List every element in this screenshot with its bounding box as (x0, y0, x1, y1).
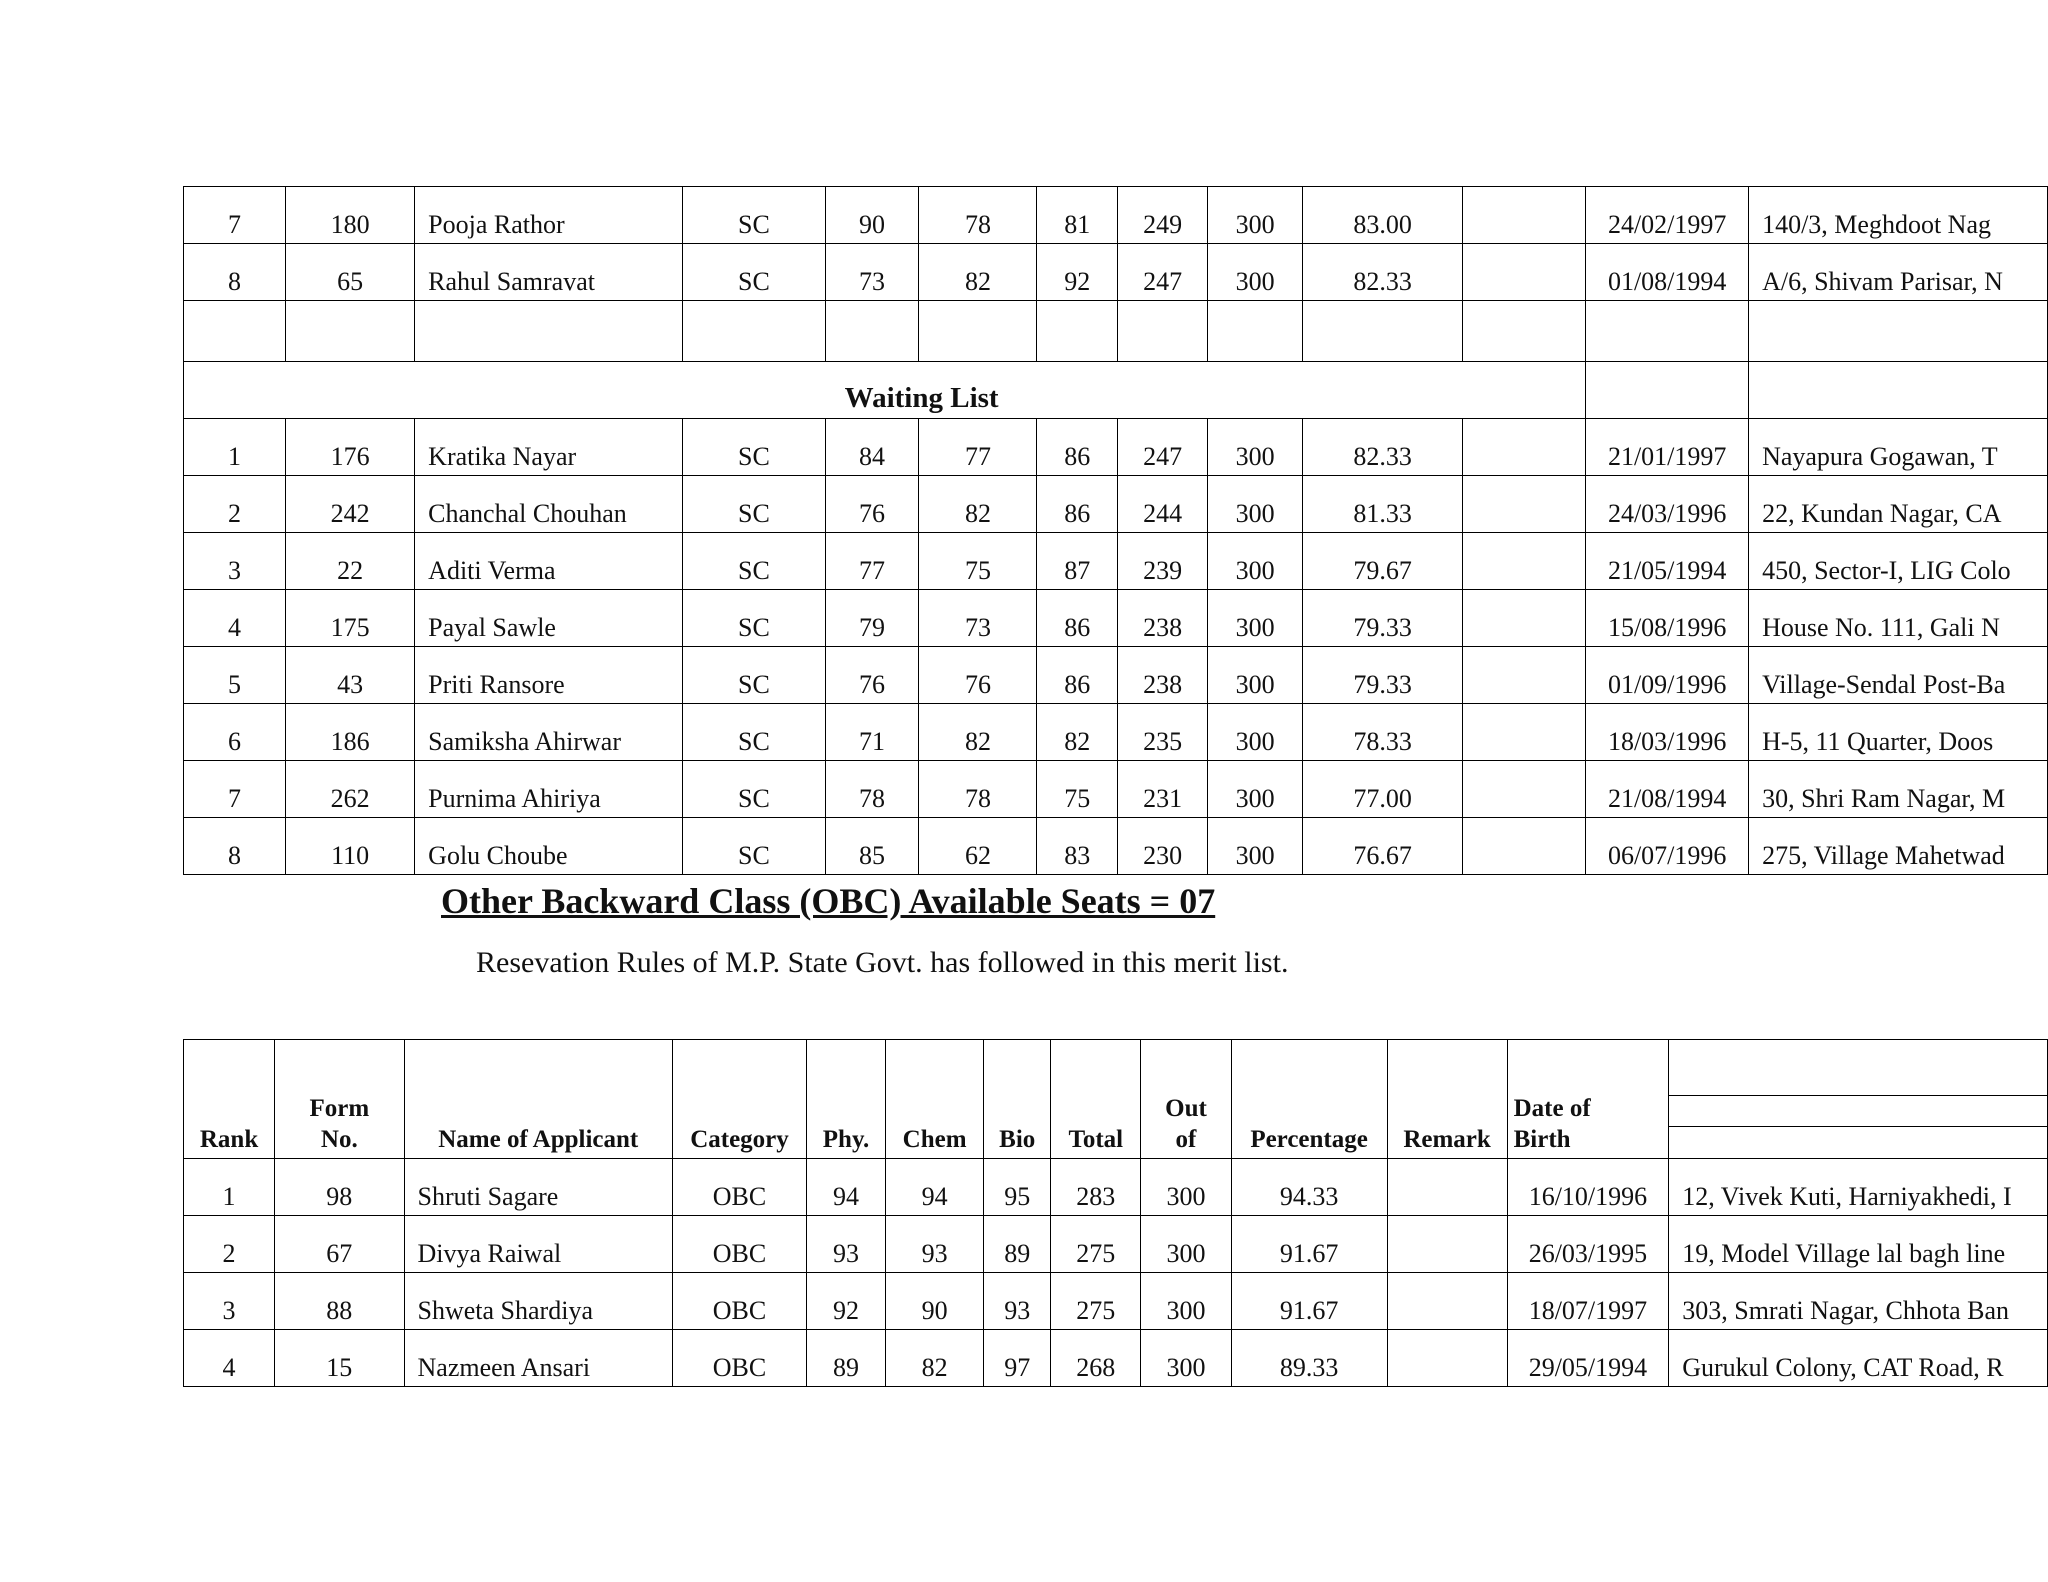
cell-addr: 12, Vivek Kuti, Harniyakhedi, I (1669, 1159, 2048, 1216)
cell-bio: 86 (1037, 590, 1117, 647)
cell-phy: 71 (825, 704, 919, 761)
table-row (184, 533, 2048, 590)
cell-dob: 06/07/1996 (1586, 818, 1749, 875)
reservation-note: Resevation Rules of M.P. State Govt. has followed in this merit list. (476, 946, 1289, 979)
cell-cat: SC (683, 419, 825, 476)
cell-rank: 3 (184, 533, 286, 590)
cell-out: 300 (1141, 1216, 1231, 1273)
cell-out: 300 (1141, 1273, 1231, 1330)
cell-dob: 21/05/1994 (1586, 533, 1749, 590)
cell-addr: A/6, Shivam Parisar, N (1749, 244, 2048, 301)
cell-phy: 77 (825, 533, 919, 590)
header-name: Name of Applicant (404, 1040, 672, 1159)
cell-cat: SC (683, 476, 825, 533)
cell-total: 275 (1051, 1273, 1141, 1330)
cell-bio: 97 (984, 1330, 1051, 1387)
cell-name: Priti Ransore (415, 647, 683, 704)
cell-out: 300 (1141, 1159, 1231, 1216)
cell-form: 67 (275, 1216, 404, 1273)
cell-remark (1463, 533, 1586, 590)
cell-cat: SC (683, 590, 825, 647)
table-row (184, 590, 2048, 647)
cell-out: 300 (1208, 533, 1302, 590)
cell-phy: 89 (806, 1330, 885, 1387)
waiting-list-heading: Waiting List (184, 362, 1586, 419)
cell-bio: 82 (1037, 704, 1117, 761)
sc-merit-table (183, 186, 2048, 875)
cell-pct: 82.33 (1302, 419, 1463, 476)
cell-total: 230 (1117, 818, 1208, 875)
cell-bio: 86 (1037, 419, 1117, 476)
cell-form: 175 (286, 590, 415, 647)
cell-remark (1463, 704, 1586, 761)
cell-name: Samiksha Ahirwar (415, 704, 683, 761)
cell-name: Kratika Nayar (415, 419, 683, 476)
cell-rank: 8 (184, 818, 286, 875)
cell-total: 283 (1051, 1159, 1141, 1216)
empty-cell (919, 301, 1037, 362)
empty-cell (825, 301, 919, 362)
cell-remark (1387, 1273, 1507, 1330)
cell-phy: 73 (825, 244, 919, 301)
empty-cell (1302, 301, 1463, 362)
cell-rank: 6 (184, 704, 286, 761)
cell-name: Shweta Shardiya (404, 1273, 672, 1330)
cell-total: 275 (1051, 1216, 1141, 1273)
cell-out: 300 (1141, 1330, 1231, 1387)
empty-cell (1586, 362, 1749, 419)
header-form-no: Form No. (275, 1040, 404, 1159)
cell-chem: 93 (886, 1216, 984, 1273)
table-row (184, 476, 2048, 533)
obc-table-body (184, 1159, 2048, 1387)
cell-rank: 2 (184, 1216, 275, 1273)
cell-out: 300 (1208, 761, 1302, 818)
cell-form: 98 (275, 1159, 404, 1216)
cell-total: 247 (1117, 419, 1208, 476)
obc-section-title: Other Backward Class (OBC) Available Seats = 07 (441, 881, 1216, 921)
cell-cat: SC (683, 761, 825, 818)
cell-remark (1463, 647, 1586, 704)
cell-phy: 76 (825, 476, 919, 533)
empty-cell (286, 301, 415, 362)
cell-out: 300 (1208, 590, 1302, 647)
empty-cell (683, 301, 825, 362)
cell-chem: 76 (919, 647, 1037, 704)
cell-total: 244 (1117, 476, 1208, 533)
cell-bio: 86 (1037, 476, 1117, 533)
header-dob: Date of Birth (1507, 1040, 1669, 1159)
cell-cat: SC (683, 647, 825, 704)
cell-cat: OBC (673, 1330, 807, 1387)
cell-dob: 15/08/1996 (1586, 590, 1749, 647)
cell-chem: 82 (886, 1330, 984, 1387)
cell-phy: 79 (825, 590, 919, 647)
cell-out: 300 (1208, 647, 1302, 704)
cell-addr: 303, Smrati Nagar, Chhota Ban (1669, 1273, 2048, 1330)
empty-cell (1037, 301, 1117, 362)
cell-phy: 90 (825, 187, 919, 244)
cell-total: 268 (1051, 1330, 1141, 1387)
header-phy: Phy. (806, 1040, 885, 1159)
obc-header-row (184, 1040, 2048, 1159)
cell-remark (1463, 419, 1586, 476)
cell-total: 235 (1117, 704, 1208, 761)
cell-chem: 90 (886, 1273, 984, 1330)
cell-name: Payal Sawle (415, 590, 683, 647)
cell-chem: 82 (919, 476, 1037, 533)
cell-chem: 73 (919, 590, 1037, 647)
header-divider (1669, 1095, 2047, 1096)
header-chem: Chem (886, 1040, 984, 1159)
cell-cat: SC (683, 818, 825, 875)
cell-remark (1463, 761, 1586, 818)
cell-addr: 450, Sector-I, LIG Colo (1749, 533, 2048, 590)
cell-dob: 24/02/1997 (1586, 187, 1749, 244)
cell-addr: H-5, 11 Quarter, Doos (1749, 704, 2048, 761)
empty-cell (1463, 301, 1586, 362)
cell-rank: 2 (184, 476, 286, 533)
cell-bio: 75 (1037, 761, 1117, 818)
cell-chem: 77 (919, 419, 1037, 476)
cell-dob: 24/03/1996 (1586, 476, 1749, 533)
cell-cat: SC (683, 244, 825, 301)
empty-cell (184, 301, 286, 362)
cell-name: Rahul Samravat (415, 244, 683, 301)
cell-total: 231 (1117, 761, 1208, 818)
cell-remark (1463, 590, 1586, 647)
cell-pct: 89.33 (1231, 1330, 1387, 1387)
cell-remark (1387, 1216, 1507, 1273)
cell-addr: Village-Sendal Post-Ba (1749, 647, 2048, 704)
header-address-split (1669, 1040, 2048, 1159)
table-row (184, 244, 2048, 301)
cell-chem: 78 (919, 761, 1037, 818)
waiting-list-row (184, 362, 2048, 419)
cell-dob: 01/08/1994 (1586, 244, 1749, 301)
cell-bio: 87 (1037, 533, 1117, 590)
cell-form: 180 (286, 187, 415, 244)
cell-chem: 75 (919, 533, 1037, 590)
cell-name: Nazmeen Ansari (404, 1330, 672, 1387)
empty-cell (415, 301, 683, 362)
cell-addr: House No. 111, Gali N (1749, 590, 2048, 647)
cell-rank: 1 (184, 1159, 275, 1216)
cell-form: 110 (286, 818, 415, 875)
table-row (184, 1273, 2048, 1330)
header-out-of: Out of (1141, 1040, 1231, 1159)
cell-name: Purnima Ahiriya (415, 761, 683, 818)
cell-out: 300 (1208, 476, 1302, 533)
cell-form: 262 (286, 761, 415, 818)
cell-cat: OBC (673, 1216, 807, 1273)
cell-addr: 275, Village Mahetwad (1749, 818, 2048, 875)
header-total: Total (1051, 1040, 1141, 1159)
cell-phy: 92 (806, 1273, 885, 1330)
cell-form: 15 (275, 1330, 404, 1387)
cell-remark (1387, 1330, 1507, 1387)
table-row (184, 187, 2048, 244)
cell-chem: 94 (886, 1159, 984, 1216)
cell-cat: SC (683, 187, 825, 244)
cell-chem: 82 (919, 244, 1037, 301)
cell-out: 300 (1208, 244, 1302, 301)
cell-rank: 7 (184, 761, 286, 818)
sc-table-body (184, 187, 2048, 875)
cell-name: Golu Choube (415, 818, 683, 875)
cell-bio: 86 (1037, 647, 1117, 704)
cell-bio: 92 (1037, 244, 1117, 301)
cell-remark (1463, 818, 1586, 875)
header-rank: Rank (184, 1040, 275, 1159)
cell-phy: 84 (825, 419, 919, 476)
cell-pct: 81.33 (1302, 476, 1463, 533)
cell-form: 176 (286, 419, 415, 476)
cell-name: Divya Raiwal (404, 1216, 672, 1273)
cell-pct: 91.67 (1231, 1273, 1387, 1330)
cell-bio: 83 (1037, 818, 1117, 875)
cell-out: 300 (1208, 818, 1302, 875)
cell-dob: 29/05/1994 (1507, 1330, 1669, 1387)
empty-cell (1586, 301, 1749, 362)
cell-out: 300 (1208, 704, 1302, 761)
header-percentage: Percentage (1231, 1040, 1387, 1159)
cell-bio: 81 (1037, 187, 1117, 244)
empty-cell (1749, 301, 2048, 362)
obc-merit-table (183, 1039, 2048, 1387)
cell-rank: 7 (184, 187, 286, 244)
cell-cat: SC (683, 533, 825, 590)
cell-total: 249 (1117, 187, 1208, 244)
cell-addr: Nayapura Gogawan, T (1749, 419, 2048, 476)
cell-total: 238 (1117, 647, 1208, 704)
table-row (184, 818, 2048, 875)
cell-total: 247 (1117, 244, 1208, 301)
cell-dob: 21/01/1997 (1586, 419, 1749, 476)
cell-total: 238 (1117, 590, 1208, 647)
cell-form: 22 (286, 533, 415, 590)
cell-pct: 79.67 (1302, 533, 1463, 590)
cell-chem: 82 (919, 704, 1037, 761)
blank-row (184, 301, 2048, 362)
cell-rank: 1 (184, 419, 286, 476)
cell-bio: 93 (984, 1273, 1051, 1330)
cell-pct: 79.33 (1302, 590, 1463, 647)
cell-dob: 18/07/1997 (1507, 1273, 1669, 1330)
cell-pct: 94.33 (1231, 1159, 1387, 1216)
header-divider (1669, 1126, 2047, 1127)
empty-cell (1208, 301, 1302, 362)
cell-addr: Gurukul Colony, CAT Road, R (1669, 1330, 2048, 1387)
cell-cat: OBC (673, 1273, 807, 1330)
cell-phy: 85 (825, 818, 919, 875)
cell-cat: SC (683, 704, 825, 761)
cell-pct: 91.67 (1231, 1216, 1387, 1273)
cell-addr: 140/3, Meghdoot Nag (1749, 187, 2048, 244)
cell-form: 43 (286, 647, 415, 704)
cell-pct: 83.00 (1302, 187, 1463, 244)
cell-pct: 76.67 (1302, 818, 1463, 875)
header-remark: Remark (1387, 1040, 1507, 1159)
cell-bio: 89 (984, 1216, 1051, 1273)
cell-addr: 30, Shri Ram Nagar, M (1749, 761, 2048, 818)
table-row (184, 1159, 2048, 1216)
cell-form: 186 (286, 704, 415, 761)
cell-remark (1463, 187, 1586, 244)
table-row (184, 419, 2048, 476)
cell-cat: OBC (673, 1159, 807, 1216)
cell-name: Chanchal Chouhan (415, 476, 683, 533)
cell-phy: 76 (825, 647, 919, 704)
cell-pct: 82.33 (1302, 244, 1463, 301)
cell-pct: 79.33 (1302, 647, 1463, 704)
cell-out: 300 (1208, 419, 1302, 476)
cell-pct: 77.00 (1302, 761, 1463, 818)
cell-phy: 94 (806, 1159, 885, 1216)
empty-cell (1749, 362, 2048, 419)
cell-form: 242 (286, 476, 415, 533)
table-row (184, 1330, 2048, 1387)
cell-name: Aditi Verma (415, 533, 683, 590)
cell-rank: 4 (184, 1330, 275, 1387)
cell-addr: 22, Kundan Nagar, CA (1749, 476, 2048, 533)
cell-name: Pooja Rathor (415, 187, 683, 244)
header-category: Category (673, 1040, 807, 1159)
table-row (184, 647, 2048, 704)
cell-dob: 16/10/1996 (1507, 1159, 1669, 1216)
cell-addr: 19, Model Village lal bagh line (1669, 1216, 2048, 1273)
cell-dob: 21/08/1994 (1586, 761, 1749, 818)
empty-cell (1117, 301, 1208, 362)
cell-rank: 8 (184, 244, 286, 301)
cell-chem: 62 (919, 818, 1037, 875)
table-row (184, 704, 2048, 761)
cell-rank: 5 (184, 647, 286, 704)
cell-name: Shruti Sagare (404, 1159, 672, 1216)
cell-dob: 18/03/1996 (1586, 704, 1749, 761)
cell-out: 300 (1208, 187, 1302, 244)
cell-bio: 95 (984, 1159, 1051, 1216)
cell-rank: 4 (184, 590, 286, 647)
table-row (184, 1216, 2048, 1273)
cell-dob: 26/03/1995 (1507, 1216, 1669, 1273)
cell-total: 239 (1117, 533, 1208, 590)
cell-remark (1387, 1159, 1507, 1216)
cell-rank: 3 (184, 1273, 275, 1330)
cell-pct: 78.33 (1302, 704, 1463, 761)
cell-remark (1463, 476, 1586, 533)
cell-form: 65 (286, 244, 415, 301)
cell-chem: 78 (919, 187, 1037, 244)
header-bio: Bio (984, 1040, 1051, 1159)
cell-remark (1463, 244, 1586, 301)
table-row (184, 761, 2048, 818)
cell-phy: 78 (825, 761, 919, 818)
cell-phy: 93 (806, 1216, 885, 1273)
cell-dob: 01/09/1996 (1586, 647, 1749, 704)
cell-form: 88 (275, 1273, 404, 1330)
